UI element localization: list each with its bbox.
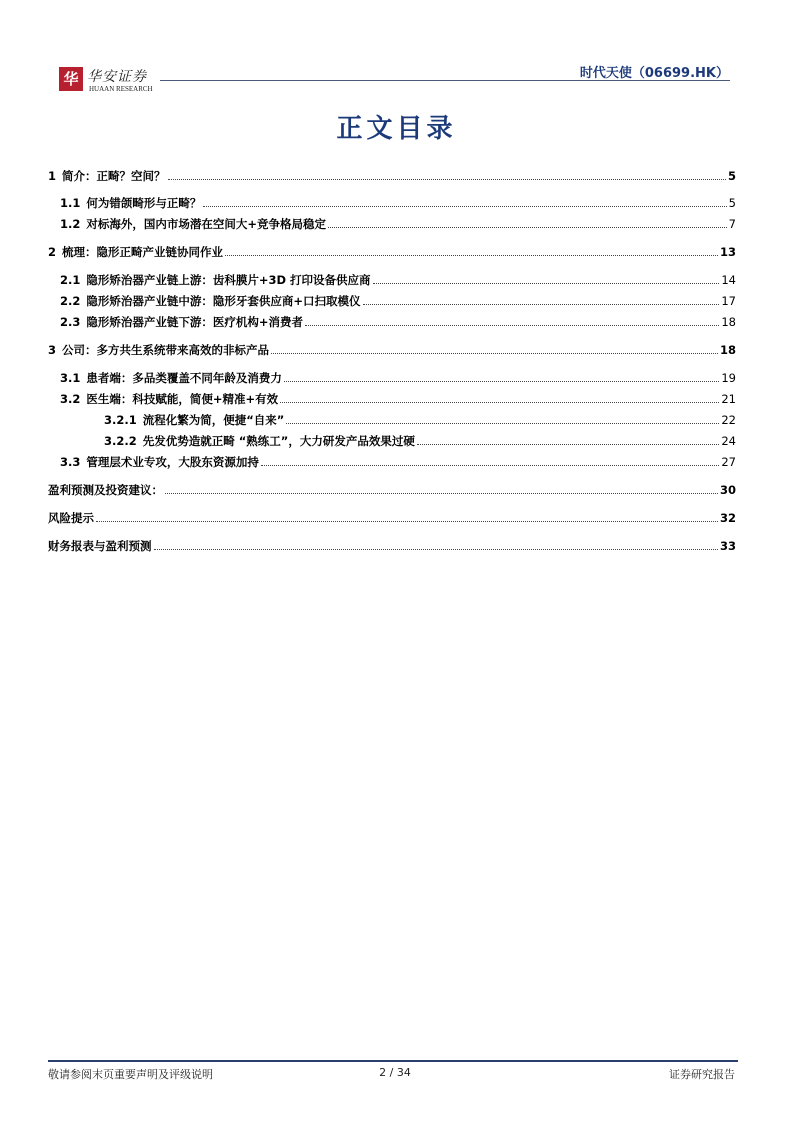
toc-leader-dots <box>328 226 727 228</box>
toc-leader-dots <box>305 324 719 326</box>
toc-entry[interactable] <box>48 433 736 453</box>
footer-report-type: 证券研究报告 <box>669 1068 735 1081</box>
toc-entry-label: 简介：正畸？空间？ <box>62 169 166 183</box>
toc-entry[interactable] <box>48 510 736 530</box>
footer-rule <box>48 1060 738 1062</box>
toc-entry-page: 5 <box>727 169 736 183</box>
toc-entry[interactable] <box>48 314 736 334</box>
toc-leader-dots <box>203 205 726 207</box>
toc-entry-label: 盈利预测及投资建议： <box>48 483 163 497</box>
toc-entry-label: 医生端：科技赋能，简便+精准+有效 <box>86 392 279 406</box>
toc-entry[interactable] <box>48 538 736 558</box>
page-title: 正文目录 <box>336 114 457 144</box>
toc-entry[interactable] <box>48 482 736 502</box>
toc-leader-dots <box>271 352 718 354</box>
toc-entry[interactable] <box>48 272 736 292</box>
toc-entry[interactable] <box>48 216 736 236</box>
toc-leader-dots <box>363 303 720 305</box>
toc-leader-dots <box>286 422 719 424</box>
toc-entry-label: 公司：多方共生系统带来高效的非标产品 <box>62 343 270 357</box>
toc-leader-dots <box>225 254 718 256</box>
toc-leader-dots <box>165 492 718 494</box>
company-logo <box>59 67 155 97</box>
toc-entry-page: 32 <box>719 511 736 525</box>
toc-entry[interactable] <box>48 168 736 188</box>
toc-entry-number: 1.2 <box>60 217 81 231</box>
toc-entry-number: 3.2 <box>60 392 81 406</box>
toc-entry[interactable] <box>48 342 736 362</box>
toc-entry-label: 患者端：多品类覆盖不同年龄及消费力 <box>86 371 282 385</box>
toc-entry-number: 3.2.1 <box>104 413 137 427</box>
toc-entry-label: 管理层术业专攻，大股东资源加持 <box>86 455 259 469</box>
logo-mark-icon: 华 <box>59 67 83 91</box>
toc-leader-dots <box>154 548 718 550</box>
toc-entry-page: 30 <box>719 483 736 497</box>
toc-entry-page: 7 <box>728 217 736 231</box>
toc-entry-number: 3.2.2 <box>104 434 137 448</box>
toc-entry-label: 对标海外，国内市场潜在空间大+竞争格局稳定 <box>86 217 327 231</box>
toc-entry-label: 财务报表与盈利预测 <box>48 539 152 553</box>
page-number: 2 / 34 <box>379 1066 411 1079</box>
footer-disclaimer: 敬请参阅末页重要声明及评级说明 <box>48 1068 213 1081</box>
toc-entry-page: 21 <box>721 392 736 406</box>
toc-entry-label: 隐形矫治器产业链中游：隐形牙套供应商+口扫取模仪 <box>86 294 361 308</box>
toc-entry-page: 19 <box>721 371 736 385</box>
report-company-title: 时代天使（06699.HK） <box>579 66 729 81</box>
toc-entry-page: 14 <box>721 273 736 287</box>
toc-entry-label: 梳理：隐形正畸产业链协同作业 <box>62 245 224 259</box>
toc-entry[interactable] <box>48 293 736 313</box>
toc-leader-dots <box>280 401 719 403</box>
toc-entry-number: 3 <box>48 343 57 357</box>
toc-entry[interactable] <box>48 391 736 411</box>
toc-entry-number: 3.1 <box>60 371 81 385</box>
toc-entry-label: 何为错颌畸形与正畸？ <box>86 196 202 210</box>
toc-entry[interactable] <box>48 370 736 390</box>
toc-entry-label: 隐形矫治器产业链上游：齿科膜片+3D 打印设备供应商 <box>86 273 371 287</box>
toc-leader-dots <box>417 443 719 445</box>
toc-entry-page: 33 <box>719 539 736 553</box>
toc-leader-dots <box>96 520 718 522</box>
toc-entry-number: 2.1 <box>60 273 81 287</box>
toc-entry-page: 27 <box>721 455 736 469</box>
toc-entry-label: 隐形矫治器产业链下游：医疗机构+消费者 <box>86 315 304 329</box>
toc-entry-page: 13 <box>719 245 736 259</box>
toc-entry[interactable] <box>48 412 736 432</box>
toc-entry-label: 流程化繁为简，便捷“自来” <box>142 413 285 427</box>
toc-entry[interactable] <box>48 244 736 264</box>
toc-leader-dots <box>373 282 720 284</box>
toc-entry-number: 2.3 <box>60 315 81 329</box>
logo-subtext: HUAAN RESEARCH <box>89 85 153 93</box>
toc-leader-dots <box>261 464 719 466</box>
toc-entry-number: 2 <box>48 245 57 259</box>
toc-entry-number: 1 <box>48 169 57 183</box>
toc-entry-number: 1.1 <box>60 196 81 210</box>
toc-entry-page: 18 <box>719 343 736 357</box>
toc-entry[interactable] <box>48 454 736 474</box>
toc-entry[interactable] <box>48 195 736 215</box>
toc-entry-page: 24 <box>721 434 736 448</box>
toc-entry-page: 18 <box>721 315 736 329</box>
toc-entry-page: 17 <box>721 294 736 308</box>
toc-entry-page: 5 <box>728 196 736 210</box>
toc-entry-number: 2.2 <box>60 294 81 308</box>
toc-leader-dots <box>284 380 719 382</box>
logo-text: 华安证券 <box>87 69 147 85</box>
toc-leader-dots <box>168 178 726 180</box>
toc-entry-label: 先发优势造就正畸 “熟练工”，大力研发产品效果过硬 <box>142 434 415 448</box>
toc-entry-number: 3.3 <box>60 455 81 469</box>
toc-entry-page: 22 <box>721 413 736 427</box>
toc-entry-label: 风险提示 <box>48 511 94 525</box>
